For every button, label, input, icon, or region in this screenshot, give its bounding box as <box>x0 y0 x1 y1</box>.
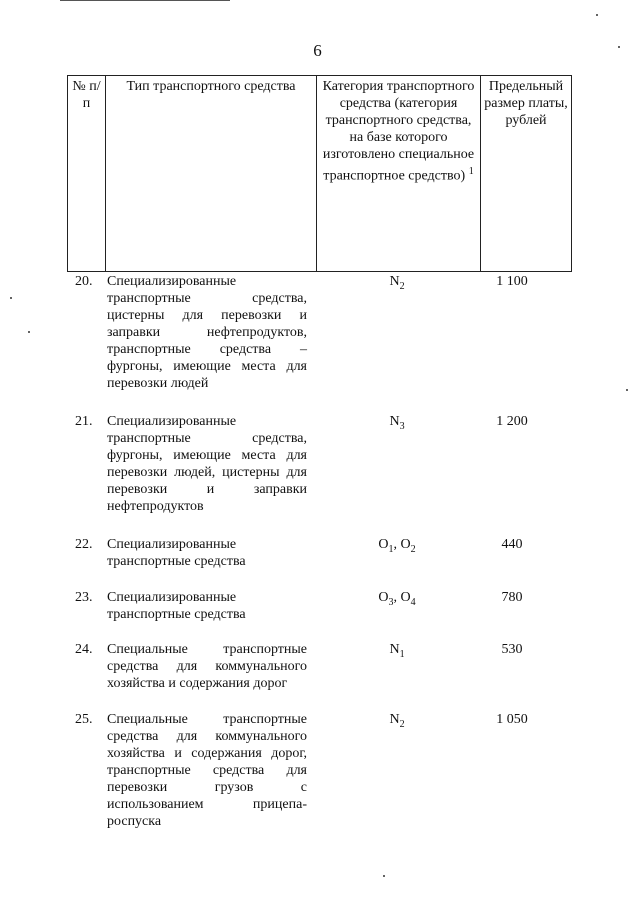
scan-speck <box>10 297 12 299</box>
row-fee: 440 <box>501 537 523 552</box>
header-vehicle-type: Тип транспортного средства <box>106 76 317 272</box>
row-fee: 780 <box>501 590 523 605</box>
row-category: $O_3$, $O_4$ <box>378 590 416 608</box>
row-category: $O_1$, $O_2$ <box>378 537 416 555</box>
row-description: Специальные транспортные средства для коммунального хозяйства и содержания дорог <box>107 642 307 691</box>
row-fee: 1 050 <box>496 712 528 727</box>
scan-speck <box>618 46 620 48</box>
row-number: 22. <box>75 537 93 552</box>
row-description: Специализированные транспортные средства <box>107 537 246 569</box>
row-number: 20. <box>75 274 93 289</box>
row-number: 24. <box>75 642 93 657</box>
row-category: $N_3$ <box>389 414 405 432</box>
header-fee: Предельный размер платы, рублей <box>481 76 572 272</box>
row-number: 21. <box>75 414 93 429</box>
scan-speck <box>596 14 598 16</box>
page-number: 6 <box>313 41 322 60</box>
row-description: Специализированные транспортные средства, цистерны для перевозки и заправки нефтепродуктов, транспортные средства – фургоны, имеющие места для перевозки людей <box>107 274 307 391</box>
header-category-text: Категория транспортного средства (категория транспортного средства, на базе которого изготовлено специальное транспортное средство) <box>322 79 475 184</box>
header-category <box>317 76 481 272</box>
row-fee: 1 100 <box>496 274 528 289</box>
header-category-footnote: 1 <box>468 166 474 177</box>
table-header <box>67 75 572 272</box>
row-category: $N_2$ <box>389 712 405 730</box>
row-category: $N_2$ <box>389 274 405 292</box>
scan-speck <box>626 389 628 391</box>
row-description: Специальные транспортные средства для коммунального хозяйства и содержания дорог, транспортные средства для перевозки грузов с использованием прицепа-роспуска <box>107 712 307 829</box>
row-description: Специализированные транспортные средства, фургоны, имеющие места для перевозки людей, цистерны для перевозки и заправки нефтепродуктов <box>107 414 307 514</box>
scan-speck <box>383 875 385 877</box>
scan-top-line <box>60 0 230 1</box>
row-category: $N_1$ <box>389 642 405 660</box>
row-fee: 530 <box>501 642 523 657</box>
header-num: № п/п <box>68 76 106 272</box>
scan-speck <box>28 331 30 333</box>
row-description: Специализированные транспортные средства <box>107 590 246 622</box>
row-number: 25. <box>75 712 93 727</box>
row-number: 23. <box>75 590 93 605</box>
row-fee: 1 200 <box>496 414 528 429</box>
